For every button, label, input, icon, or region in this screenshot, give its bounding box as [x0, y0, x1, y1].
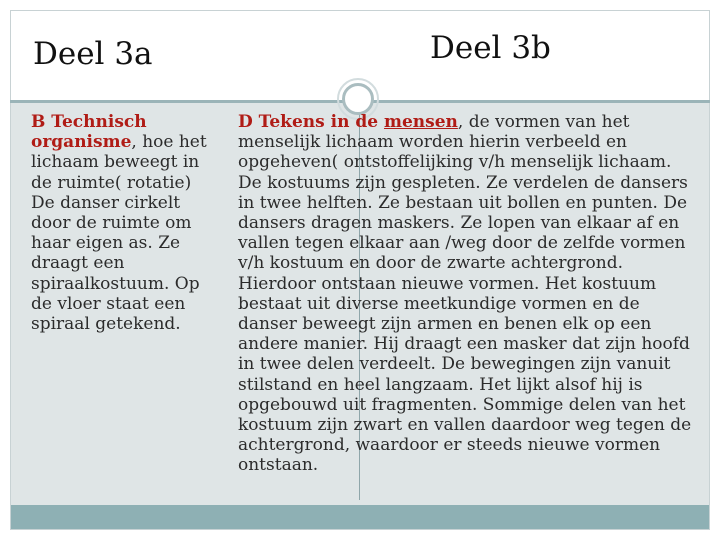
right-heading-emphasis: mensen [383, 112, 458, 132]
decorative-circle-icon [342, 83, 374, 115]
left-heading-prefix: B Technisch [31, 112, 147, 132]
left-column-title: Deel 3a [33, 36, 153, 72]
left-heading-emphasis: organisme [31, 132, 132, 153]
right-column-title: Deel 3b [430, 30, 551, 66]
right-heading-prefix: D Tekens in de [238, 112, 384, 132]
left-body-text: , hoe het lichaam beweegt in de ruimte( rotatie) De danser cirkelt door de ruimte om haar eigen as. Ze draagt een spiraalkostuum. Op de vloer staat een spiraal getekend. [31, 132, 207, 335]
footer-bar [11, 505, 709, 529]
right-column-text [238, 112, 698, 476]
left-column-text [31, 112, 215, 334]
right-body-text: , de vormen van het menselijk lichaam worden hierin verbeeld en opgeheven( ontstoffelijking v/h menselijk lichaam. De kostuums zijn gespleten. Ze verdelen de dansers in twee helften. Ze bestaan uit bollen en punten. De dansers dragen maskers. Ze lopen van elkaar af en vallen tegen elkaar aan /weg door de zelfde vormen v/h kostuum en door de zwarte achtergrond. Hierdoor ontstaan nieuwe vormen. Het kostuum bestaat uit diverse meetkundige vormen en de danser beweegt zijn armen en benen elk op een andere manier. Hij draagt een masker dat zijn hoofd in twee delen verdeelt. De bewegingen zijn vanuit stilstand en heel langzaam. Het lijkt alsof hij is opgebouwd uit fragmenten. Sommige delen van het kostuum zijn zwart en vallen daardoor weg tegen de achtergrond, waardoor er steeds nieuwe vormen ontstaan. [238, 112, 692, 476]
